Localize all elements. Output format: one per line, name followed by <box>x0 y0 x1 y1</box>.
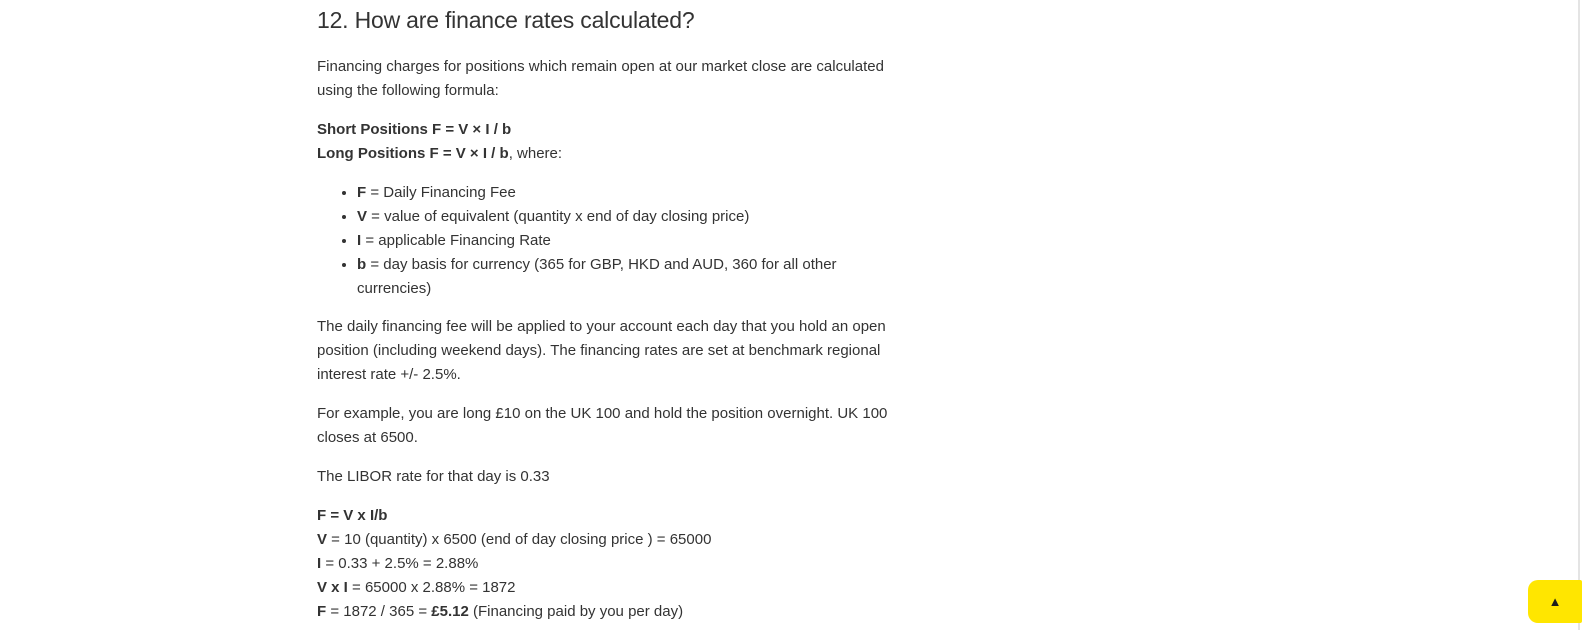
intro-paragraph: Financing charges for positions which remain open at our market close are calculated using the following formula: <box>317 58 884 99</box>
long-positions-formula <box>317 142 895 166</box>
window-edge-divider <box>1578 0 1580 630</box>
definition-term-f: F <box>357 184 367 201</box>
example-i-bold: I <box>317 555 322 572</box>
example-vxi-line <box>317 576 895 600</box>
example-intro-paragraph: For example, you are long £10 on the UK 100 and hold the position overnight. UK 100 closes at 6500. <box>317 405 888 446</box>
faq-article <box>317 6 895 624</box>
short-positions-formula <box>317 118 895 142</box>
example-f-result-bold: £5.12 <box>431 603 469 620</box>
definition-text-i: = applicable Financing Rate <box>361 232 551 249</box>
definition-text-v: = value of equivalent (quantity x end of day closing price) <box>367 208 750 225</box>
example-f-text2: (Financing paid by you per day) <box>468 603 684 620</box>
example-vxi-bold: V x I <box>317 579 348 596</box>
example-v-text: = 10 (quantity) x 6500 (end of day closing price ) = 65000 <box>327 531 712 548</box>
up-triangle-icon: ▲ <box>1548 594 1562 609</box>
example-i-text: = 0.33 + 2.5% = 2.88% <box>321 555 479 572</box>
definition-term-v: V <box>357 208 368 225</box>
definition-item-b <box>357 253 895 301</box>
example-f-line <box>317 600 895 624</box>
example-f-text: = 1872 / 365 = <box>326 603 432 620</box>
definition-item-f <box>357 181 895 205</box>
definition-item-i <box>357 229 895 253</box>
example-f-bold: F <box>317 603 327 620</box>
faq-heading: 12. How are finance rates calculated? <box>317 7 695 33</box>
position-formulas <box>317 118 895 166</box>
example-formula-bold: F = V x I/b <box>317 507 388 524</box>
example-v-line <box>317 528 895 552</box>
definition-item-v <box>357 205 895 229</box>
scroll-to-top-button[interactable] <box>1528 580 1582 623</box>
example-formula-line <box>317 504 895 528</box>
example-i-line <box>317 552 895 576</box>
daily-fee-paragraph: The daily financing fee will be applied to your account each day that you hold an open position (including weekend days). The financing rates are set at benchmark regional interest rate +/- 2.5%. <box>317 318 886 383</box>
definition-text-b: = day basis for currency (365 for GBP, HKD and AUD, 360 for all other currencies) <box>357 256 837 297</box>
definition-term-b: b <box>357 256 367 273</box>
example-v-bold: V <box>317 531 328 548</box>
libor-paragraph: The LIBOR rate for that day is 0.33 <box>317 468 550 485</box>
long-positions-formula-bold: Long Positions F = V × I / b <box>317 145 509 162</box>
example-vxi-text: = 65000 x 2.88% = 1872 <box>347 579 516 596</box>
short-positions-formula-bold: Short Positions F = V × I / b <box>317 121 512 138</box>
definition-text-f: = Daily Financing Fee <box>366 184 516 201</box>
definition-list <box>317 181 895 301</box>
worked-example <box>317 504 895 624</box>
long-positions-formula-rest: , where: <box>508 145 563 162</box>
definition-term-i: I <box>357 232 362 249</box>
